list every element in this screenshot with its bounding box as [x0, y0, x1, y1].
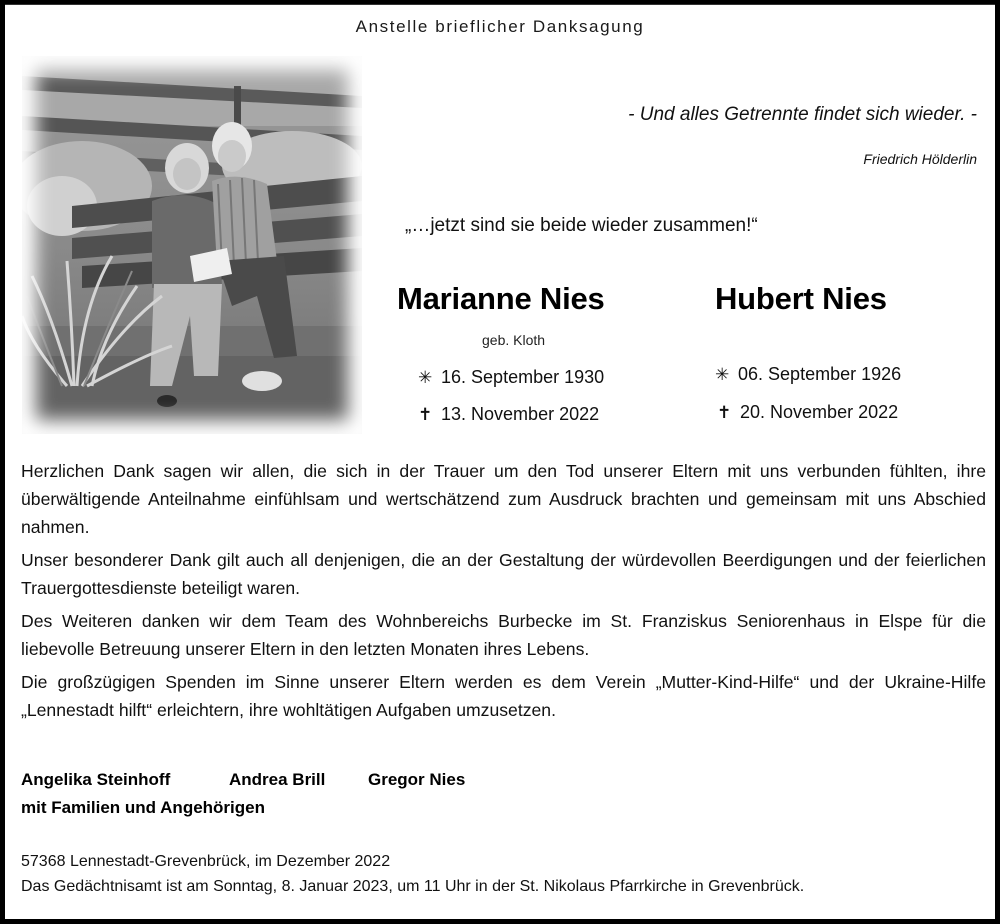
signer-name: Andrea Brill: [229, 770, 326, 789]
deceased-name-hubert: Hubert Nies: [715, 281, 887, 316]
death-date-hubert: ✝ 20. November 2022: [717, 402, 899, 422]
paragraph: Unser besonderer Dank gilt auch all denjenigen, die an der Gestaltung der würdevollen Beerdigungen und der feierlichen Trauergottesdienste beteiligt waren.: [21, 550, 986, 598]
place-date: 57368 Lennestadt-Grevenbrück, im Dezember 2022: [21, 853, 391, 870]
birth-date-marianne: ✳ 16. September 1930: [418, 367, 605, 387]
deceased-name-marianne: Marianne Nies: [397, 281, 605, 316]
paragraph: Des Weiteren danken wir dem Team des Wohnbereichs Burbecke im St. Franziskus Seniorenhaus in Elspe für die liebevolle Betreuung unserer Eltern in den letzten Monaten ihres Lebens.: [21, 611, 986, 659]
obituary-notice: [5, 4, 995, 919]
memorial-service: Das Gedächtnisamt ist am Sonntag, 8. Januar 2023, um 11 Uhr in der St. Nikolaus Pfarrkirche in Grevenbrück.: [21, 878, 805, 895]
signers: [21, 770, 465, 790]
paragraph: Herzlichen Dank sagen wir allen, die sich in der Trauer um den Tod unserer Eltern mit uns verbunden fühlten, ihre überwältigende Anteilnahme einfühlsam und wertschätzend zum Ausdruck brachten und gemeinsam mit uns Abschied nahmen.: [21, 461, 986, 537]
cross-icon: ✝: [717, 403, 732, 422]
birth-star-icon: ✳: [715, 365, 730, 384]
death-date-marianne: ✝ 13. November 2022: [418, 404, 600, 424]
signer-name: Gregor Nies: [368, 770, 466, 789]
birth-star-icon: ✳: [418, 368, 433, 387]
signer-name: Angelika Steinhoff: [21, 770, 171, 789]
cross-icon: ✝: [418, 405, 433, 424]
thanks-body: [21, 457, 986, 729]
notice-header: Anstelle brieflicher Danksagung: [355, 17, 645, 36]
quote-text: - Und alles Getrennte findet sich wieder. -: [628, 104, 977, 125]
maiden-name: geb. Kloth: [482, 332, 546, 348]
couple-photo: [22, 56, 362, 434]
quote-author: Friedrich Hölderlin: [863, 151, 977, 167]
signers-families: mit Familien und Angehörigen: [21, 798, 265, 817]
subquote: „…jetzt sind sie beide wieder zusammen!“: [405, 215, 758, 236]
paragraph: Die großzügigen Spenden im Sinne unserer Eltern werden es dem Verein „Mutter-Kind-Hilfe“ und der Ukraine-Hilfe „Lennestadt hilft“ erleichtern, ihre wohltätigen Aufgaben umzusetzen.: [21, 672, 986, 720]
birth-date-hubert: ✳ 06. September 1926: [715, 364, 902, 384]
